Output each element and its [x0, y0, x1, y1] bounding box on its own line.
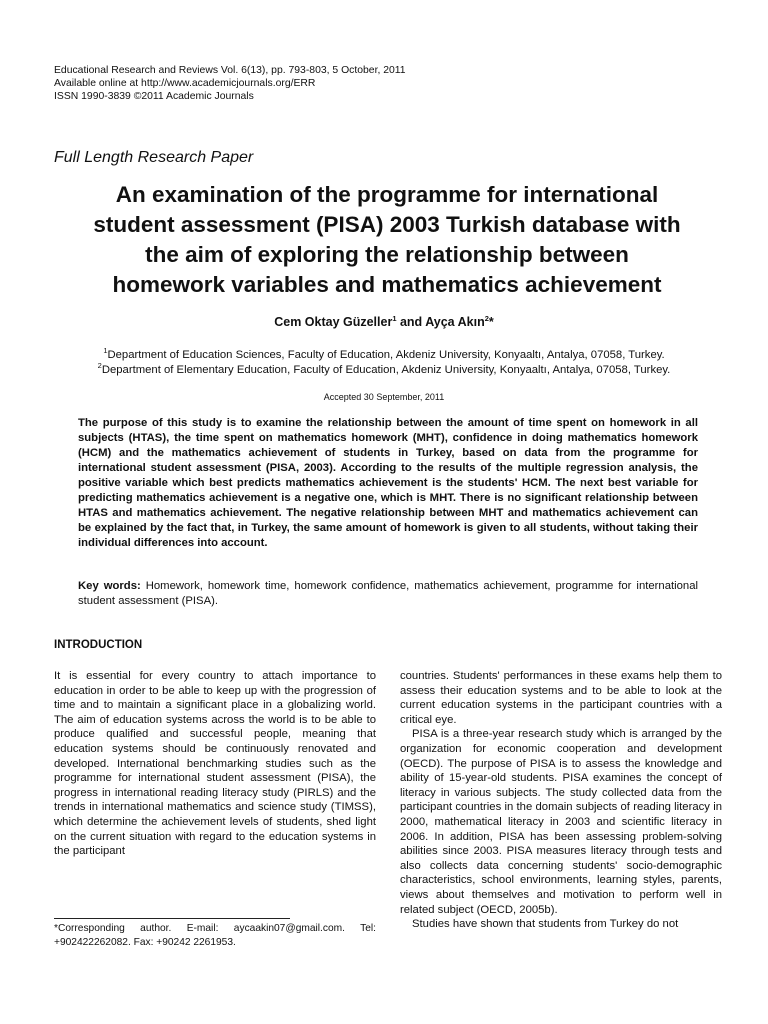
keywords-label: Key words: — [78, 580, 141, 592]
paragraph: PISA is a three-year research study which is arranged by the organization for economic cooperation and development (OECD). The purpose of PISA is to assess the knowledge and ability of 15-year-old students. PISA examines the concept of literacy in various subjects. The study collected data from the participant countries in the domain subjects of reading literacy in 2000, mathematical literacy in 2003 and scientific literacy in 2006. In addition, PISA has been assessing problem-solving abilities since 2003. PISA measures literacy through tests and also collects data concerning students' socio-demographic characteristics, school environments, learning styles, parents, views about themselves and motivation to perform well in related subject (OECD, 2005b). — [400, 728, 722, 916]
abstract: The purpose of this study is to examine the relationship between the amount of time spent on homework in all subjects (HTAS), the time spent on mathematics homework (MHT), confidence in doing mathematics homework (HCM) and the mathematics achievement of students in Turkey, based on data from the programme for international student assessment (PISA, 2003). According to the results of the multiple regression analysis, the positive variable which best predicts mathematics achievement is the students' HCM. The next best variable for predicting mathematics achievement is a negative one, which is MHT. There is no significant relationship between HTAS and mathematics achievement. The negative relationship between MHT and mathematics achievement can be explained by the fact that, in Turkey, the same amount of homework is given to all students, without taking their individual differences into account. — [78, 417, 698, 549]
paper-title — [54, 180, 720, 300]
keywords — [78, 579, 698, 609]
affiliation-1-text: Department of Education Sciences, Faculty of Education, Akdeniz University, Konyaaltı, Antalya, 07058, Turkey. — [107, 349, 665, 361]
paragraph: countries. Students' performances in these exams help them to assess their education systems and to be able to look at the current education systems in the participant countries with a critical eye. — [400, 670, 722, 726]
title-line: the aim of exploring the relationship between — [145, 242, 629, 267]
author-2-affiliation-mark: 2 — [484, 313, 489, 323]
paragraph: It is essential for every country to attach importance to education in order to be able to keep up with the progression of time and to maintain a significant place in a globalizing world. The aim of education systems across the world is to be able to produce qualified and successful people, meaning that education systems should be continuously renovated and developed. International benchmarking studies such as the programme for international student assessment (PISA), the progress in international reading literacy study (PIRLS) and the trends in international mathematics and science study (TIMSS), which determine the achievement levels of students, shed light on the current situation with regard to the education systems in the participant — [54, 670, 376, 858]
title-line: An examination of the programme for international — [115, 182, 659, 207]
title-line: student assessment (PISA) 2003 Turkish database with — [93, 212, 681, 237]
journal-citation: Educational Research and Reviews Vol. 6(13), pp. 793-803, 5 October, 2011 — [54, 65, 406, 76]
author-1-affiliation-mark: 1 — [392, 313, 397, 323]
accepted-date: Accepted 30 September, 2011 — [323, 392, 445, 402]
authors — [0, 315, 768, 329]
title-line: homework variables and mathematics achievement — [112, 272, 662, 297]
paper-type: Full Length Research Paper — [54, 149, 254, 166]
affiliation-2-mark: 2 — [97, 361, 102, 371]
affiliation-1-mark: 1 — [103, 346, 108, 356]
authors-conjunction: and — [396, 315, 426, 329]
affiliation-1 — [0, 348, 768, 363]
journal-info — [54, 64, 406, 103]
affiliations — [0, 348, 768, 378]
paragraph: Studies have shown that students from Turkey do not — [412, 918, 679, 931]
affiliation-2-text: Department of Elementary Education, Faculty of Education, Akdeniz University, Konyaaltı, Antalya, 07058, Turkey. — [101, 364, 671, 376]
corresponding-author-footnote: *Corresponding author. E-mail: aycaakin07@gmail.com. Tel: +902422262082. Fax: +90242 2261953. — [54, 923, 376, 948]
affiliation-2 — [0, 363, 768, 378]
author-1: Cem Oktay Güzeller — [274, 315, 393, 329]
section-heading-introduction: INTRODUCTION — [54, 639, 143, 651]
keywords-text: Homework, homework time, homework confidence, mathematics achievement, programme for international student assessment (PISA). — [78, 580, 698, 607]
corresponding-mark: * — [488, 315, 494, 329]
column-right — [400, 669, 722, 932]
footnote-divider — [54, 918, 290, 919]
author-2: Ayça Akın — [425, 315, 485, 329]
journal-url: Available online at http://www.academicjournals.org/ERR — [54, 78, 316, 89]
column-left — [54, 669, 376, 859]
journal-issn: ISSN 1990-3839 ©2011 Academic Journals — [54, 91, 254, 102]
